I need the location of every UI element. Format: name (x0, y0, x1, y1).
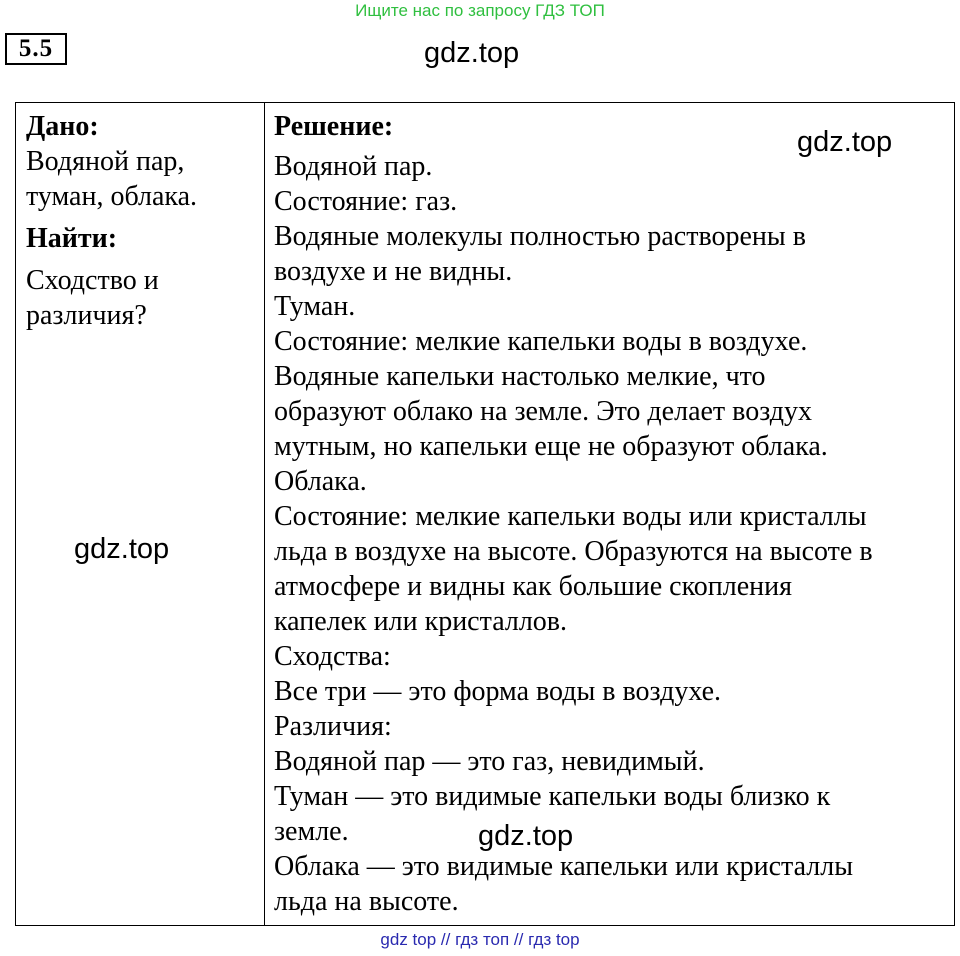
solution-line: льда в воздухе на высоте. Образуются на высоте в (274, 536, 873, 567)
solution-line: земле. (274, 816, 349, 847)
solution-line: образуют облако на земле. Это делает воздух (274, 396, 813, 427)
solution-line: Состояние: газ. (274, 186, 458, 217)
solution-line: Водяные молекулы полностью растворены в (274, 221, 806, 252)
solution-line: Туман — это видимые капельки воды близко к (274, 781, 831, 812)
solution-line: Облака. (274, 466, 367, 497)
top-banner: Ищите нас по запросу ГДЗ ТОП (355, 1, 605, 20)
solution-table (15, 102, 955, 926)
given-line: Водяной пар, (26, 146, 185, 177)
solution-line: капелек или кристаллов. (274, 606, 568, 637)
solution-line: Все три — это форма воды в воздухе. (274, 676, 722, 707)
solution-line: Сходства: (274, 641, 391, 672)
solution-line: Водяной пар — это газ, невидимый. (274, 746, 705, 777)
given-heading: Дано: (26, 111, 99, 142)
solution-heading: Решение: (274, 111, 394, 142)
solution-line: Водяные капельки настолько мелкие, что (274, 361, 766, 392)
given-text (26, 144, 258, 214)
solution-line: Состояние: мелкие капельки воды в воздухе. (274, 326, 808, 357)
solution-line: атмосфере и видны как большие скопления (274, 571, 792, 602)
watermark-top: gdz.top (424, 37, 520, 69)
find-line: различия? (26, 300, 147, 331)
solution-line: воздухе и не видны. (274, 256, 513, 287)
solution-line: Водяной пар. (274, 151, 433, 182)
solution-line: Состояние: мелкие капельки воды или кристаллы (274, 501, 867, 532)
watermark-bottom: gdz.top (478, 820, 574, 852)
solution-line: Туман. (274, 291, 356, 322)
given-column (26, 109, 258, 333)
watermark-left: gdz.top (74, 533, 170, 565)
watermark-right: gdz.top (797, 126, 893, 158)
solution-line: Облака — это видимые капельки или кристаллы (274, 851, 854, 882)
footer-links: gdz top // гдз топ // гдз top (380, 930, 580, 949)
find-line: Сходство и (26, 265, 159, 296)
column-divider (264, 103, 265, 925)
find-text (26, 263, 258, 333)
solution-line: льда на высоте. (274, 886, 459, 917)
given-line: туман, облака. (26, 181, 197, 212)
task-number: 5.5 (5, 33, 67, 65)
find-heading: Найти: (26, 223, 118, 254)
solution-column (274, 109, 954, 919)
solution-line: Различия: (274, 711, 392, 742)
solution-line: мутным, но капельки еще не образуют облака. (274, 431, 828, 462)
